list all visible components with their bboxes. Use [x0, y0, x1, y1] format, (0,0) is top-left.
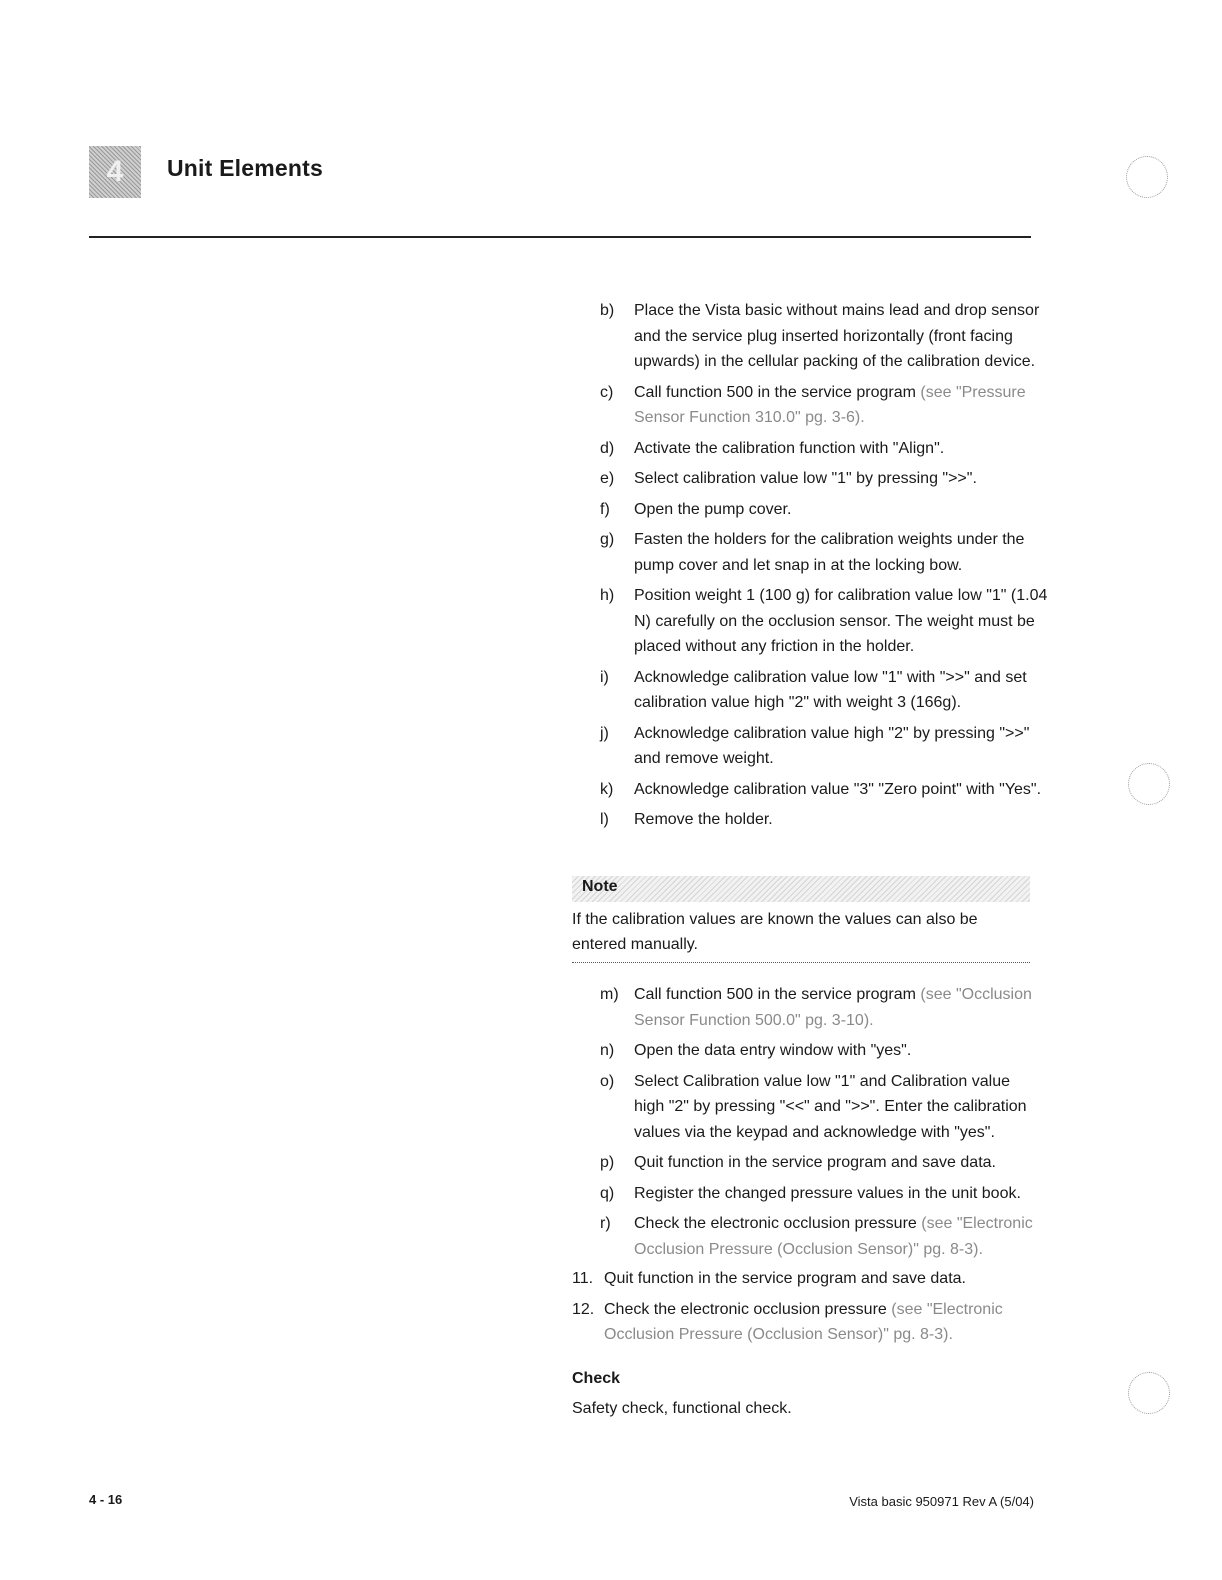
cross-reference-link[interactable]: (see "Occlusion Sensor Function 500.0" pg. 3-10). — [634, 986, 1032, 1029]
chapter-number-box: 4 — [89, 146, 141, 198]
check-text: Safety check, functional check. — [572, 1400, 792, 1417]
step-label: b) — [600, 302, 615, 319]
header-divider — [89, 236, 1031, 238]
list-item — [600, 436, 1050, 462]
cross-reference-link[interactable]: (see "Pressure Sensor Function 310.0" pg. 3-6). — [634, 383, 1026, 426]
binder-hole-top — [1126, 156, 1168, 198]
step-text: Check the electronic occlusion pressure — [634, 1215, 922, 1232]
step-text: Check the electronic occlusion pressure — [604, 1300, 892, 1318]
step-text: Acknowledge calibration value "3" "Zero point" with "Yes". — [634, 780, 1042, 798]
note-divider — [572, 962, 1030, 963]
step-label: 11. — [572, 1270, 594, 1287]
step-label: n) — [600, 1042, 615, 1059]
list-item — [572, 1297, 1042, 1348]
step-label: q) — [600, 1184, 615, 1202]
step-text: Activate the calibration function with "Align". — [634, 439, 945, 457]
list-item — [600, 583, 1050, 660]
step-text: Register the changed pressure values in the unit book. — [634, 1184, 1021, 1202]
binder-hole-middle — [1128, 763, 1170, 805]
numbered-steps — [572, 1266, 1042, 1353]
procedure-steps-part2 — [600, 982, 1040, 1267]
step-text: Position weight 1 (100 g) for calibration value low "1" (1.04 N) carefully on the occlusion sensor. The weight must be placed without any friction in the holder. — [634, 587, 1048, 655]
list-item — [600, 807, 1050, 833]
chapter-title: Unit Elements — [167, 155, 323, 181]
list-item — [600, 721, 1050, 772]
step-label: j) — [600, 724, 609, 742]
step-label: g) — [600, 531, 615, 548]
list-item — [572, 1266, 1042, 1292]
step-text: Remove the holder. — [634, 811, 773, 828]
list-item — [600, 777, 1050, 803]
list-item — [600, 1211, 1040, 1262]
step-label: p) — [600, 1154, 615, 1171]
list-item — [600, 1181, 1040, 1207]
step-label: c) — [600, 383, 614, 401]
step-text: Place the Vista basic without mains lead and drop sensor and the service plug inserted horizontally (front facing upwards) in the cellular packing of the calibration device. — [634, 302, 1040, 370]
step-label: o) — [600, 1072, 615, 1090]
step-label: f) — [600, 500, 610, 518]
document-id: Vista basic 950971 Rev A (5/04) — [849, 1494, 1034, 1509]
step-label: e) — [600, 470, 615, 487]
note-label: Note — [582, 878, 618, 895]
list-item — [600, 1150, 1040, 1176]
list-item — [600, 298, 1050, 375]
step-label: r) — [600, 1215, 611, 1232]
step-text: Acknowledge calibration value high "2" by pressing ">>" and remove weight. — [634, 724, 1030, 767]
note-text: If the calibration values are known the values can also be entered manually. — [572, 911, 978, 953]
step-text: Select Calibration value low "1" and Calibration value high "2" by pressing "<<" and ">>". Enter the calibration values via the keypad and acknowledge with "yes". — [634, 1072, 1027, 1141]
step-label: m) — [600, 986, 619, 1003]
cross-reference-link[interactable]: (see "Electronic Occlusion Pressure (Occlusion Sensor)" pg. 8-3). — [634, 1215, 1033, 1258]
step-text: Fasten the holders for the calibration weights under the pump cover and let snap in at the locking bow. — [634, 531, 1025, 574]
binder-hole-bottom — [1128, 1372, 1170, 1414]
step-label: d) — [600, 439, 615, 457]
list-item — [600, 982, 1040, 1033]
list-item — [600, 466, 1050, 492]
list-item — [600, 1038, 1040, 1064]
step-text: Quit function in the service program and save data. — [604, 1270, 966, 1287]
step-text: Acknowledge calibration value low "1" with ">>" and set calibration value high "2" with weight 3 (166g). — [634, 668, 1027, 711]
step-text: Open the pump cover. — [634, 500, 792, 518]
procedure-steps-part1 — [600, 298, 1050, 838]
step-label: i) — [600, 668, 609, 686]
step-text: Select calibration value low "1" by pressing ">>". — [634, 470, 977, 487]
step-text: Quit function in the service program and save data. — [634, 1154, 996, 1171]
list-item — [600, 665, 1050, 716]
step-label: l) — [600, 811, 609, 828]
page-number: 4 - 16 — [89, 1492, 123, 1507]
step-label: k) — [600, 780, 614, 798]
step-text: Open the data entry window with "yes". — [634, 1042, 912, 1059]
list-item — [600, 1069, 1040, 1146]
step-label: 12. — [572, 1300, 595, 1318]
note-header-bar — [572, 876, 1030, 902]
step-text: Call function 500 in the service program — [634, 383, 921, 401]
check-heading: Check — [572, 1370, 621, 1387]
step-text: Call function 500 in the service program — [634, 986, 921, 1003]
cross-reference-link[interactable]: (see "Electronic Occlusion Pressure (Occlusion Sensor)" pg. 8-3). — [604, 1300, 1003, 1343]
list-item — [600, 380, 1050, 431]
list-item — [600, 497, 1050, 523]
list-item — [600, 527, 1050, 578]
step-label: h) — [600, 587, 615, 604]
